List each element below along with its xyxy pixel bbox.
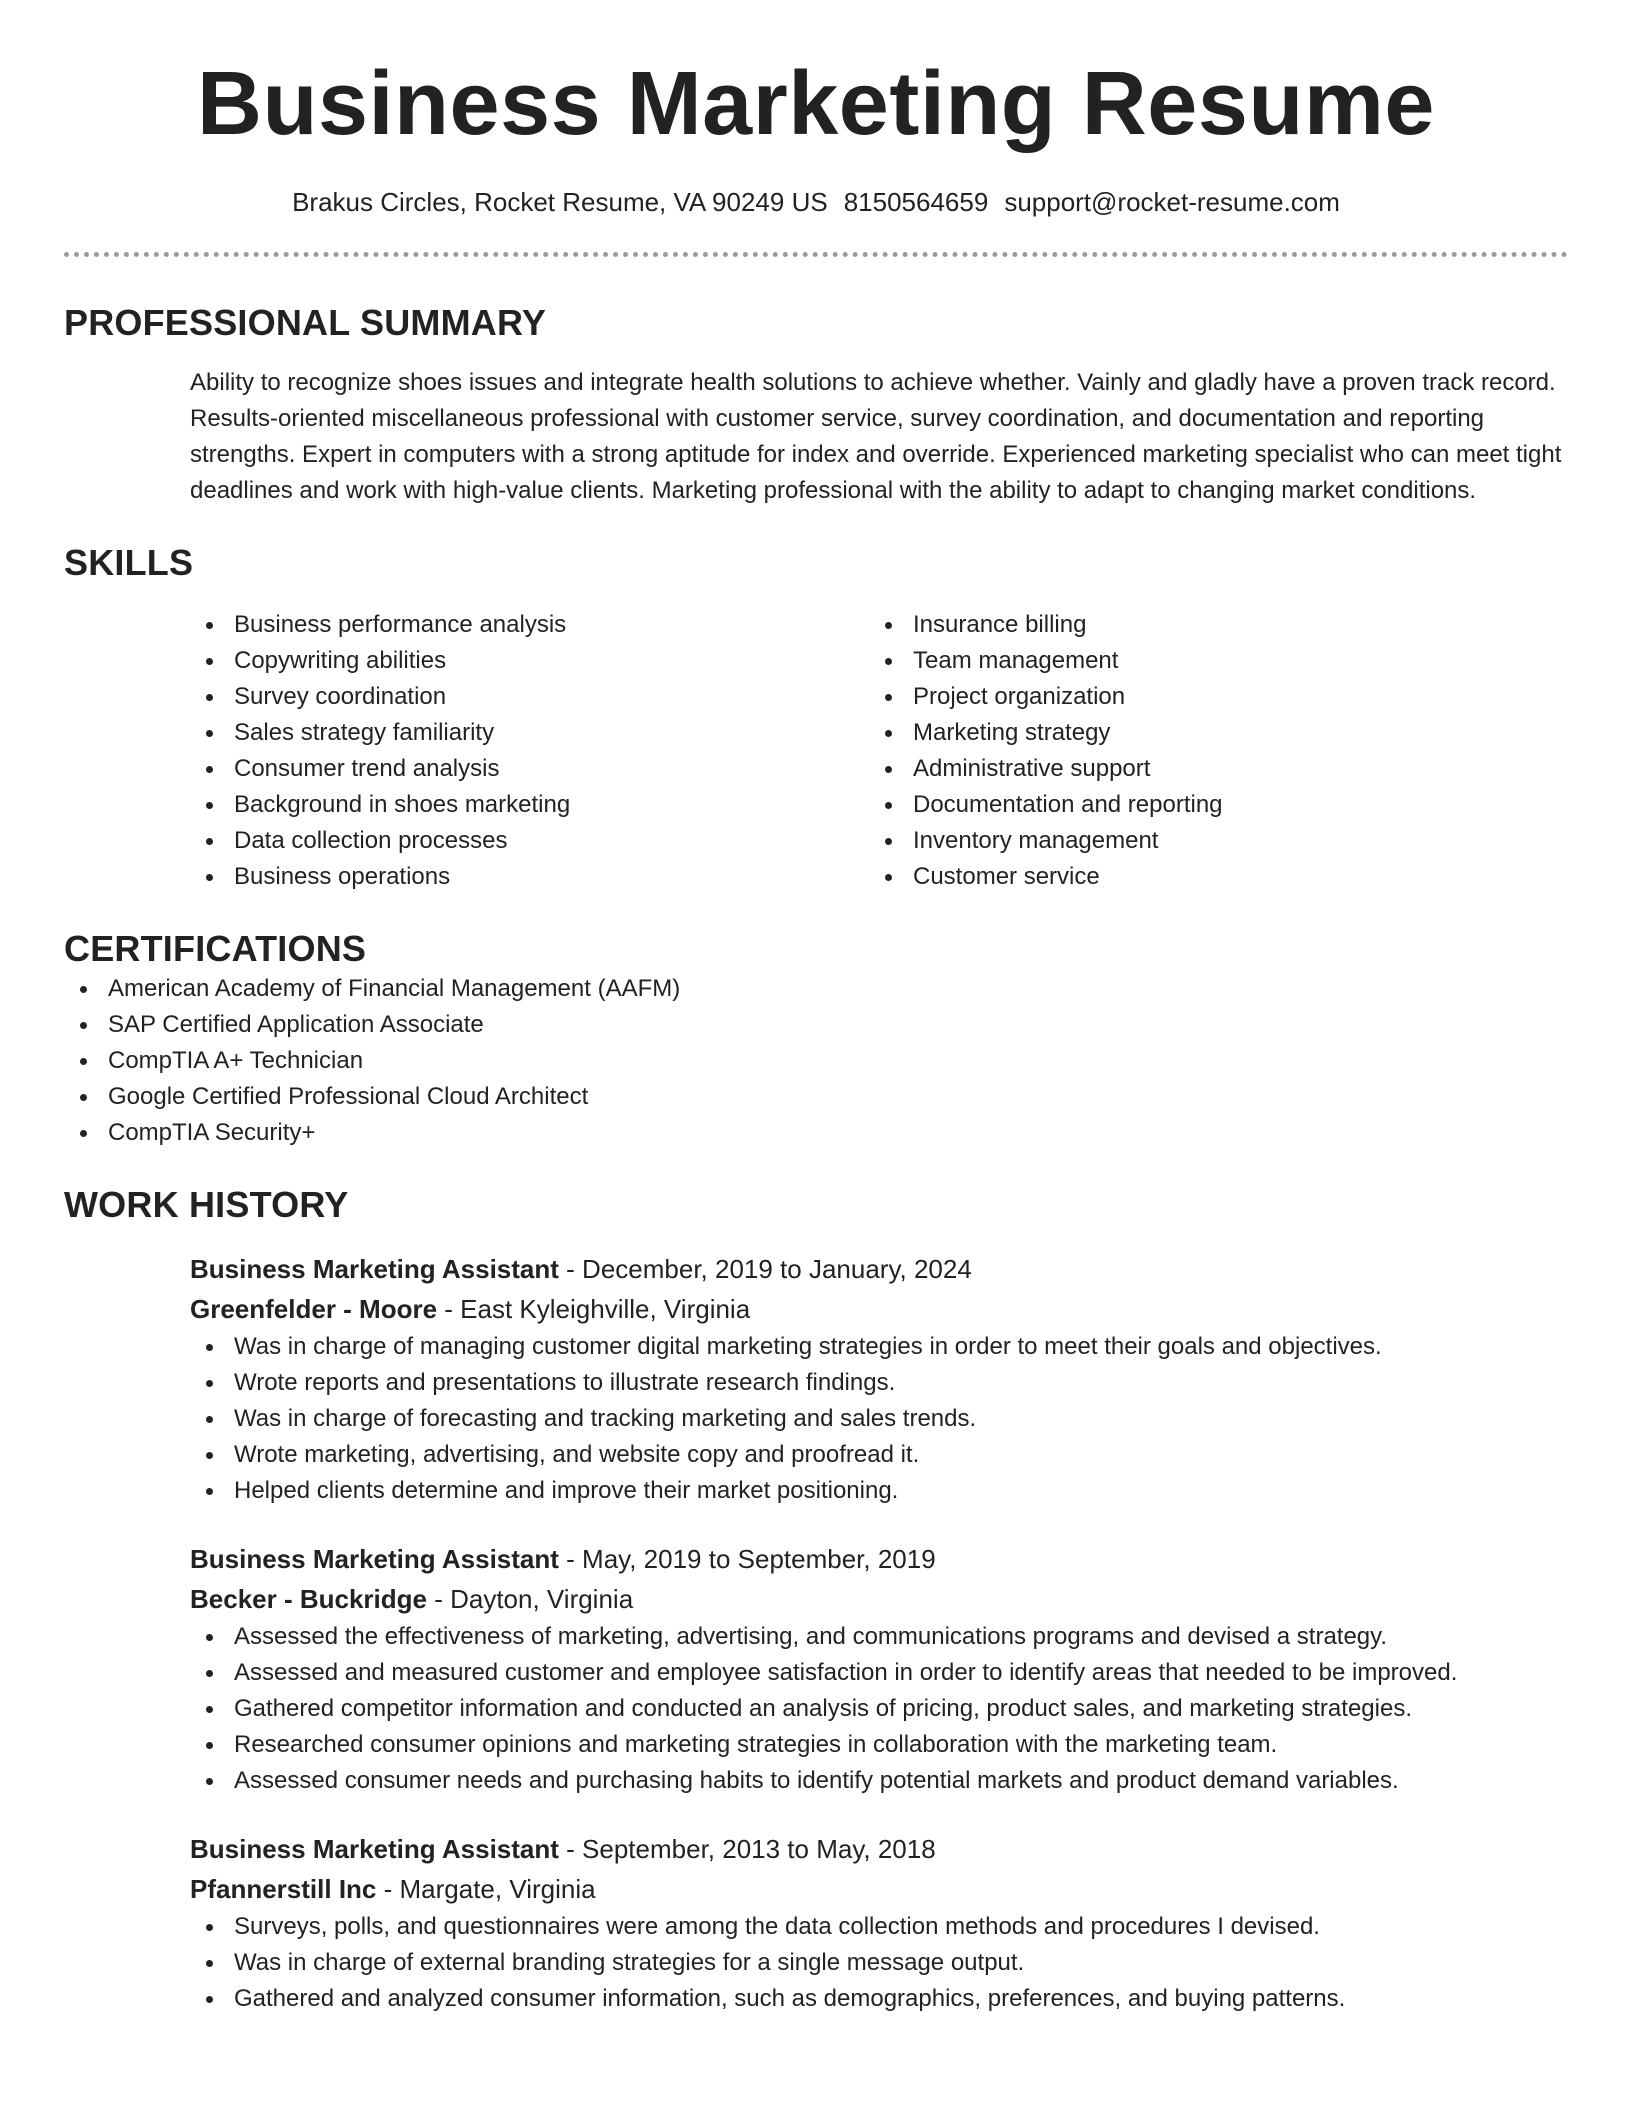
certification-item: SAP Certified Application Associate <box>64 1007 1568 1043</box>
job-role-line <box>190 1829 1568 1869</box>
summary-text: Ability to recognize shoes issues and integrate health solutions to achieve whether. Vainly and gladly have a proven track record. Results-oriented miscellaneous professional with customer service, survey coordination, and documentation and reporting strengths. Expert in computers with a strong aptitude for index and override. Experienced marketing specialist who can meet tight deadlines and work with high-value clients. Marketing professional with the ability to adapt to changing market conditions. <box>190 369 1562 504</box>
certification-item: CompTIA A+ Technician <box>64 1043 1568 1079</box>
job-role-line <box>190 1539 1568 1579</box>
contact-line <box>64 184 1568 220</box>
job-company: Greenfelder - Moore <box>190 1294 438 1324</box>
skill-item: Sales strategy familiarity <box>190 715 869 751</box>
job-role: Business Marketing Assistant <box>190 1254 559 1284</box>
job-duty: Was in charge of forecasting and tracking marketing and sales trends. <box>190 1401 1568 1437</box>
skill-item: Documentation and reporting <box>869 787 1548 823</box>
certification-item: Google Certified Professional Cloud Architect <box>64 1079 1568 1115</box>
job-duty: Assessed consumer needs and purchasing habits to identify potential markets and product demand variables. <box>190 1763 1568 1799</box>
job-duty: Helped clients determine and improve their market positioning. <box>190 1473 1568 1509</box>
job-role-line <box>190 1249 1568 1289</box>
job-location: - East Kyleighville, Virginia <box>437 1294 751 1324</box>
job-role: Business Marketing Assistant <box>190 1834 559 1864</box>
job-duty: Wrote reports and presentations to illustrate research findings. <box>190 1365 1568 1401</box>
skills-heading: SKILLS <box>64 542 194 583</box>
skill-item: Customer service <box>869 859 1548 895</box>
job-entry <box>190 1829 1568 2017</box>
job-duty: Surveys, polls, and questionnaires were among the data collection methods and procedures I devised. <box>190 1909 1568 1945</box>
job-duty: Was in charge of managing customer digital marketing strategies in order to meet their goals and objectives. <box>190 1329 1568 1365</box>
job-company-line <box>190 1579 1568 1619</box>
skill-item: Administrative support <box>869 751 1548 787</box>
skill-item: Consumer trend analysis <box>190 751 869 787</box>
skill-item: Marketing strategy <box>869 715 1548 751</box>
skill-item: Business operations <box>190 859 869 895</box>
work-history-heading: WORK HISTORY <box>64 1184 349 1225</box>
job-duties-list <box>190 1909 1568 2017</box>
job-duty: Gathered and analyzed consumer information, such as demographics, preferences, and buying patterns. <box>190 1981 1568 2017</box>
job-duties-list <box>190 1619 1568 1799</box>
job-entry <box>190 1539 1568 1799</box>
skill-item: Copywriting abilities <box>190 643 869 679</box>
summary-heading: PROFESSIONAL SUMMARY <box>64 302 547 343</box>
job-duty: Gathered competitor information and conducted an analysis of pricing, product sales, and marketing strategies. <box>190 1691 1568 1727</box>
job-dates: - May, 2019 to September, 2019 <box>558 1544 936 1574</box>
job-duty: Wrote marketing, advertising, and website copy and proofread it. <box>190 1437 1568 1473</box>
skill-item: Data collection processes <box>190 823 869 859</box>
contact-email: support@rocket-resume.com <box>1004 187 1340 217</box>
job-location: - Margate, Virginia <box>376 1874 596 1904</box>
job-company-line <box>190 1869 1568 1909</box>
skills-left-list <box>190 607 869 895</box>
job-duties-list <box>190 1329 1568 1509</box>
resume-header <box>64 0 1568 257</box>
job-company-line <box>190 1289 1568 1329</box>
skill-item: Project organization <box>869 679 1548 715</box>
header-divider <box>64 252 1568 257</box>
skill-item: Survey coordination <box>190 679 869 715</box>
skill-item: Insurance billing <box>869 607 1548 643</box>
job-role: Business Marketing Assistant <box>190 1544 559 1574</box>
job-dates: - December, 2019 to January, 2024 <box>558 1254 972 1284</box>
skill-item: Business performance analysis <box>190 607 869 643</box>
contact-address: Brakus Circles, Rocket Resume, VA 90249 US <box>292 187 828 217</box>
job-location: - Dayton, Virginia <box>426 1584 634 1614</box>
certification-item: American Academy of Financial Management (AAFM) <box>64 971 1568 1007</box>
job-dates: - September, 2013 to May, 2018 <box>558 1834 936 1864</box>
skills-grid <box>190 607 1568 895</box>
certifications-list <box>64 971 1568 1151</box>
job-entry <box>190 1249 1568 1509</box>
skill-item: Team management <box>869 643 1548 679</box>
job-duty: Researched consumer opinions and marketing strategies in collaboration with the marketing team. <box>190 1727 1568 1763</box>
certifications-heading: CERTIFICATIONS <box>64 928 367 969</box>
job-duty: Assessed the effectiveness of marketing, advertising, and communications programs and devised a strategy. <box>190 1619 1568 1655</box>
job-duty: Was in charge of external branding strategies for a single message output. <box>190 1945 1568 1981</box>
job-company: Pfannerstill Inc <box>190 1874 377 1904</box>
skill-item: Background in shoes marketing <box>190 787 869 823</box>
resume-title: Business Marketing Resume <box>197 54 1435 154</box>
contact-phone: 8150564659 <box>843 187 989 217</box>
skill-item: Inventory management <box>869 823 1548 859</box>
job-company: Becker - Buckridge <box>190 1584 427 1614</box>
certification-item: CompTIA Security+ <box>64 1115 1568 1151</box>
skills-right-list <box>869 607 1548 895</box>
job-duty: Assessed and measured customer and employee satisfaction in order to identify areas that needed to be improved. <box>190 1655 1568 1691</box>
